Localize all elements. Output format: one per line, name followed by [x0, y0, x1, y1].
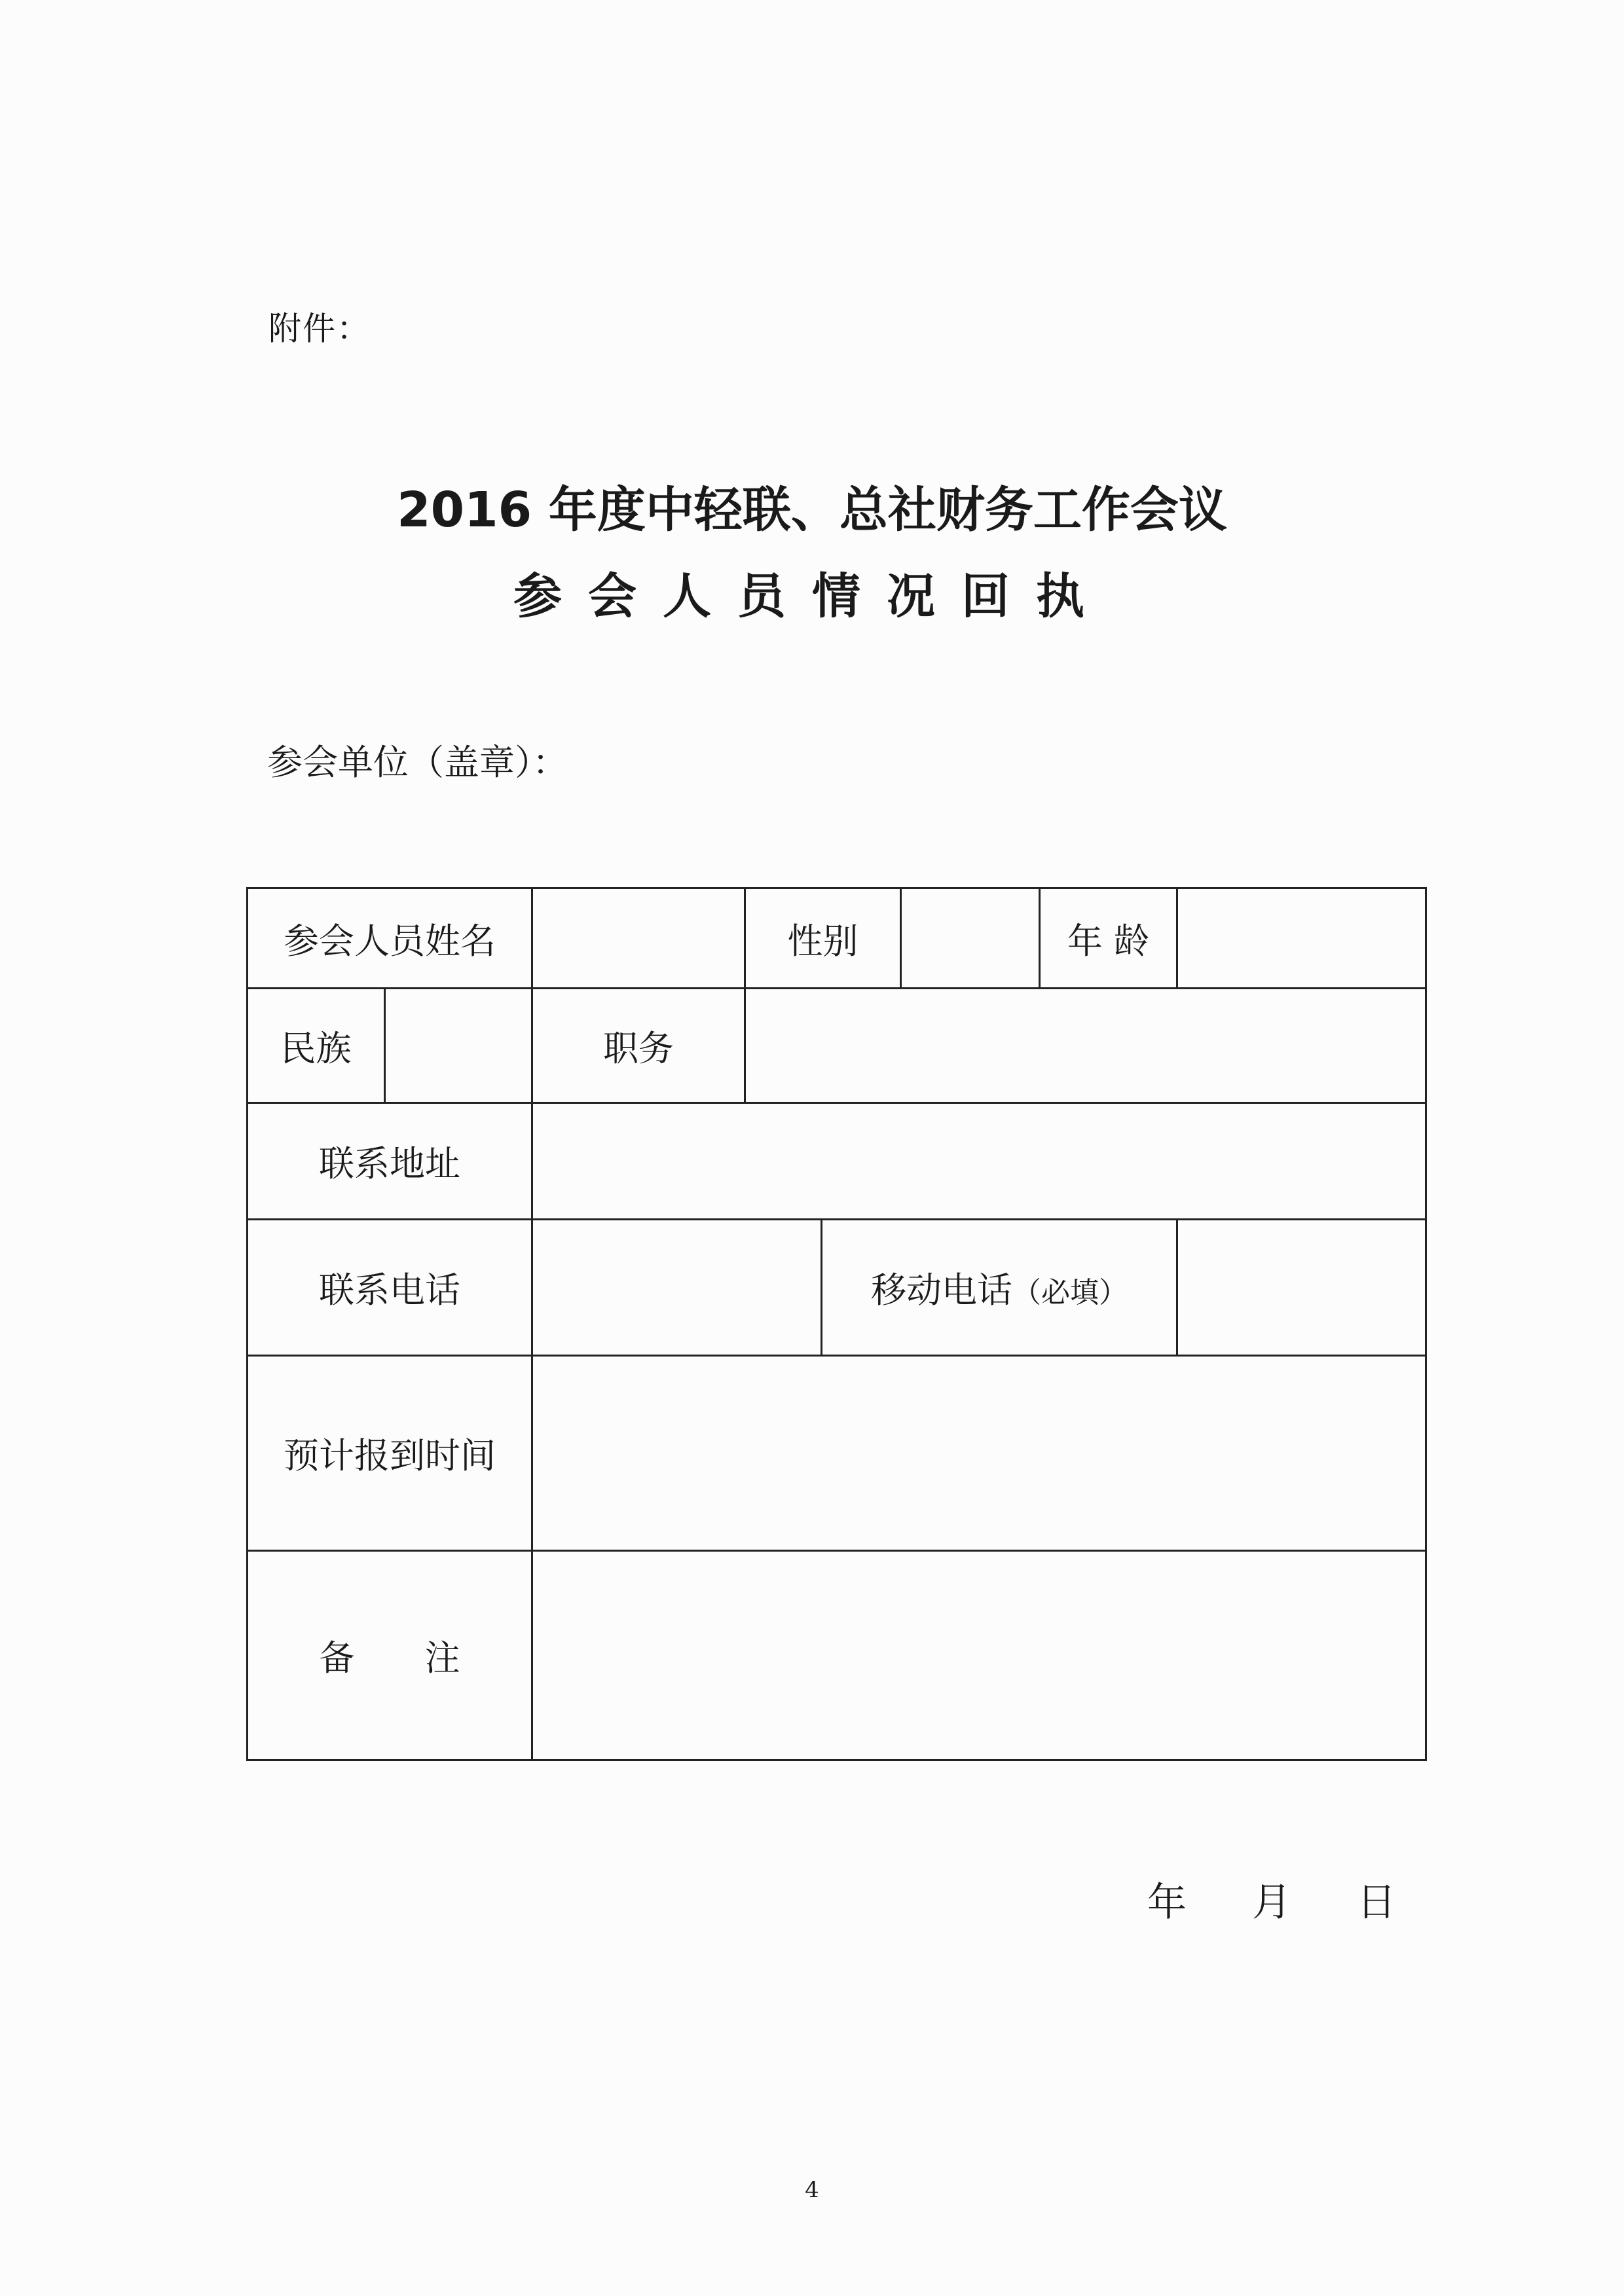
remarks-field[interactable] — [532, 1551, 1426, 1760]
row-remarks — [248, 1551, 1426, 1760]
mobile-required-note: （必填） — [1012, 1276, 1128, 1309]
age-field[interactable] — [1177, 888, 1426, 989]
mobile-label-cell — [822, 1220, 1177, 1356]
arrival-field[interactable] — [532, 1356, 1426, 1551]
phone-label: 联系电话 — [248, 1220, 532, 1356]
address-label: 联系地址 — [248, 1103, 532, 1220]
document-title: 2016 年度中轻联、总社财务工作会议 — [397, 482, 1227, 538]
row-arrival — [248, 1356, 1426, 1551]
arrival-label: 预计报到时间 — [248, 1356, 532, 1551]
ethnicity-label: 民族 — [248, 989, 385, 1103]
attachment-label: 附件： — [268, 310, 371, 348]
ethnicity-field[interactable] — [385, 989, 532, 1103]
gender-field[interactable] — [902, 889, 1039, 987]
name-label: 参会人员姓名 — [248, 888, 532, 989]
mobile-label: 移动电话 — [871, 1269, 1012, 1311]
remarks-label: 备 注 — [248, 1551, 532, 1760]
name-field[interactable] — [532, 888, 745, 989]
gender-label: 性别 — [746, 889, 902, 987]
row-ethnicity — [248, 989, 1426, 1103]
row-address — [248, 1103, 1426, 1220]
page-number: 4 — [805, 2177, 819, 2203]
row-name — [248, 888, 1426, 989]
phone-field[interactable] — [532, 1220, 822, 1356]
address-field[interactable] — [532, 1103, 1426, 1220]
mobile-field[interactable] — [1177, 1220, 1426, 1356]
date-month: 月 — [1252, 1880, 1291, 1925]
row-phone — [248, 1220, 1426, 1356]
document-subtitle: 参会人员情况回执 — [513, 568, 1111, 625]
position-label: 职务 — [532, 989, 745, 1103]
gender-group — [745, 888, 1040, 989]
date-line — [1147, 1871, 1396, 1927]
position-field[interactable] — [745, 989, 1426, 1103]
unit-label: 参会单位（盖章）： — [267, 742, 568, 783]
date-day: 日 — [1357, 1880, 1396, 1925]
date-year: 年 — [1147, 1880, 1187, 1925]
age-label: 年 龄 — [1040, 888, 1177, 989]
registration-form-table — [246, 887, 1427, 1761]
